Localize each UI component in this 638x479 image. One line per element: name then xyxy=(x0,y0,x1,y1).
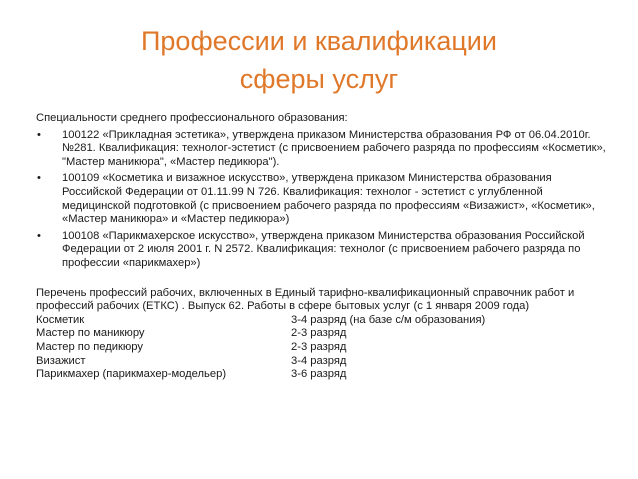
profession-rank: 3-6 разряд xyxy=(291,368,347,381)
etks-paragraph: Перечень профессий рабочих, включенных в Единый тарифно-квалификационный справочник работ и профессий рабочих (ЕТКС) . Выпуск 62. Работы в сфере бытовых услуг (с 1 января 2009 года) xyxy=(36,286,575,313)
title-line-2: сферы услуг xyxy=(239,64,399,94)
list-item xyxy=(36,129,608,170)
bullet-icon: • xyxy=(37,172,41,185)
table-row xyxy=(36,314,608,328)
bullet-icon: • xyxy=(37,128,41,141)
specialty-text: 100109 «Косметика и визажное искусство», утверждена приказом Министерства образования Российской Федерации от 01.11.99 N 726. Квалификация: технолог - эстетист с углубленной медицинской подготовкой (с присвоением рабочего разряда по профессиям «Визажист», «Косметик», «Мастер маникюра» и «Мастер педикюра») xyxy=(62,172,595,226)
intro-text: Специальности среднего профессионального образования: xyxy=(36,112,348,124)
table-row xyxy=(36,327,608,341)
slide-body xyxy=(36,112,608,382)
professions-table xyxy=(36,314,608,382)
profession-rank: 3-4 разряд (на базе с/м образования) xyxy=(291,313,486,326)
table-row xyxy=(36,341,608,355)
profession-name: Мастер по маникюру xyxy=(36,327,145,340)
title-line-1: Профессии и квалификации xyxy=(141,26,497,56)
specialty-text: 100108 «Парикмахерское искусство», утверждена приказом Министерства образования Российской Федерации от 2 июля 2001 г. N 2572. Квалификация: технолог (с присвоением рабочего разряда по профессии «парикмахер») xyxy=(62,229,585,269)
specialty-text: 100122 «Прикладная эстетика», утверждена приказом Министерства образования РФ от 06.04.2010г. №281. Квалификация: технолог-эстетист (с присвоением рабочего разряда по профессиям «Косметик», "Мастер маникюра", «Мастер педикюра"). xyxy=(62,128,606,168)
profession-rank: 2-3 разряд xyxy=(291,327,347,340)
table-row xyxy=(36,368,608,382)
list-item xyxy=(36,172,608,226)
specialties-list xyxy=(36,129,608,271)
profession-name: Мастер по педикюру xyxy=(36,340,143,353)
bullet-icon: • xyxy=(37,229,41,242)
profession-name: Парикмахер (парикмахер-модельер) xyxy=(36,368,227,381)
profession-name: Косметик xyxy=(36,313,85,326)
slide-title xyxy=(40,22,598,98)
table-row xyxy=(36,355,608,369)
profession-name: Визажист xyxy=(36,354,86,367)
profession-rank: 3-4 разряд xyxy=(291,354,347,367)
profession-rank: 2-3 разряд xyxy=(291,340,347,353)
list-item xyxy=(36,230,608,271)
